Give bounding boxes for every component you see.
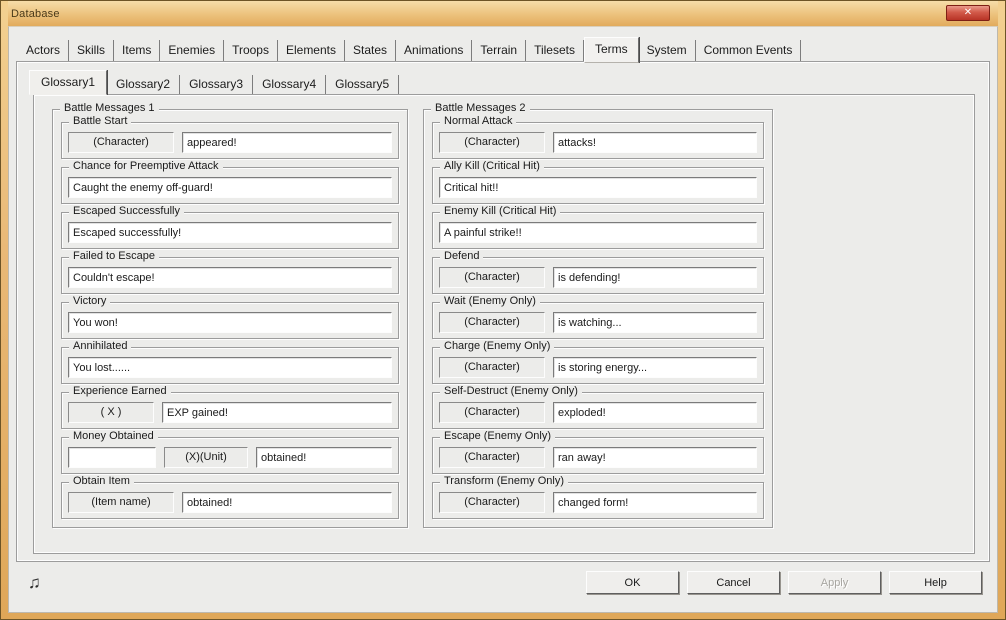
section-victory [61,295,399,339]
tab-actors[interactable]: Actors [18,40,69,61]
section-title: Chance for Preemptive Attack [69,160,223,172]
section-normal-attack [432,115,764,159]
apply-button[interactable]: Apply [788,571,881,594]
tab-items[interactable]: Items [114,40,160,61]
tab-terrain[interactable]: Terrain [472,40,526,61]
exp-amount-placeholder-label: ( X ) [68,402,154,423]
character-placeholder-label: (Character) [439,132,545,153]
money-prefix-input[interactable] [68,447,156,468]
experience-earned-message-input[interactable] [162,402,392,423]
failed-to-escape-message-input[interactable] [68,267,392,288]
section-obtain-item [61,475,399,519]
section-enemy-kill-critical [432,205,764,249]
self-destruct-message-input[interactable] [553,402,757,423]
item-name-placeholder-label: (Item name) [68,492,174,513]
dialog-body [8,26,998,613]
tab-glossary4[interactable]: Glossary4 [253,75,326,94]
tab-terms[interactable]: Terms [584,37,639,63]
cancel-button[interactable]: Cancel [687,571,780,594]
section-title: Failed to Escape [69,250,159,262]
music-note-icon: ♫ [28,573,41,592]
transform-message-input[interactable] [553,492,757,513]
section-failed-to-escape [61,250,399,294]
annihilated-message-input[interactable] [68,357,392,378]
window-title: Database [11,7,60,20]
section-title: Battle Start [69,115,131,127]
defend-message-input[interactable] [553,267,757,288]
tab-troops[interactable]: Troops [224,40,278,61]
section-escape-enemy-only [432,430,764,474]
section-experience-earned [61,385,399,429]
section-title: Escaped Successfully [69,205,184,217]
escape-message-input[interactable] [553,447,757,468]
section-title: Wait (Enemy Only) [440,295,540,307]
battle-messages-1-group [52,102,408,528]
section-title: Experience Earned [69,385,171,397]
section-title: Transform (Enemy Only) [440,475,568,487]
main-tabstrip [12,35,994,61]
charge-message-input[interactable] [553,357,757,378]
section-charge-enemy-only [432,340,764,384]
tab-states[interactable]: States [345,40,396,61]
character-placeholder-label: (Character) [439,492,545,513]
character-placeholder-label: (Character) [439,267,545,288]
tab-tilesets[interactable]: Tilesets [526,40,584,61]
money-amount-placeholder-label: (X)(Unit) [164,447,248,468]
tab-glossary5[interactable]: Glossary5 [326,75,399,94]
close-button[interactable] [946,5,990,21]
tab-system[interactable]: System [639,40,696,61]
tab-elements[interactable]: Elements [278,40,345,61]
escaped-successfully-message-input[interactable] [68,222,392,243]
terms-tab-page [16,61,990,562]
battle-messages-2-group [423,102,773,528]
section-title: Victory [69,295,110,307]
section-title: Escape (Enemy Only) [440,430,555,442]
glossary-tabstrip [17,70,989,94]
ally-kill-message-input[interactable] [439,177,757,198]
section-wait-enemy-only [432,295,764,339]
character-placeholder-label: (Character) [439,357,545,378]
character-placeholder-label: (Character) [439,447,545,468]
tab-glossary1[interactable]: Glossary1 [29,70,107,95]
titlebar[interactable] [8,1,998,26]
section-title: Annihilated [69,340,131,352]
character-placeholder-label: (Character) [439,312,545,333]
section-title: Defend [440,250,483,262]
wait-message-input[interactable] [553,312,757,333]
tab-common-events[interactable]: Common Events [696,40,802,61]
section-title: Enemy Kill (Critical Hit) [440,205,560,217]
section-preemptive-attack [61,160,399,204]
section-title: Obtain Item [69,475,134,487]
preemptive-attack-message-input[interactable] [68,177,392,198]
glossary1-tab-page [33,94,975,554]
tab-skills[interactable]: Skills [69,40,114,61]
tab-glossary2[interactable]: Glossary2 [107,75,180,94]
section-battle-start [61,115,399,159]
battle-start-message-input[interactable] [182,132,392,153]
normal-attack-message-input[interactable] [553,132,757,153]
victory-message-input[interactable] [68,312,392,333]
tab-enemies[interactable]: Enemies [160,40,224,61]
group-title: Battle Messages 2 [431,102,530,114]
section-title: Money Obtained [69,430,158,442]
section-self-destruct-enemy-only [432,385,764,429]
section-escaped-successfully [61,205,399,249]
enemy-kill-message-input[interactable] [439,222,757,243]
group-title: Battle Messages 1 [60,102,159,114]
section-title: Ally Kill (Critical Hit) [440,160,544,172]
section-ally-kill-critical [432,160,764,204]
money-obtained-message-input[interactable] [256,447,392,468]
section-title: Self-Destruct (Enemy Only) [440,385,582,397]
section-title: Normal Attack [440,115,516,127]
footer [12,562,994,594]
tab-glossary3[interactable]: Glossary3 [180,75,253,94]
close-icon: ✕ [963,7,973,18]
section-title: Charge (Enemy Only) [440,340,554,352]
section-annihilated [61,340,399,384]
character-placeholder-label: (Character) [439,402,545,423]
help-button[interactable]: Help [889,571,982,594]
section-defend [432,250,764,294]
section-money-obtained [61,430,399,474]
tab-animations[interactable]: Animations [396,40,472,61]
character-placeholder-label: (Character) [68,132,174,153]
section-transform-enemy-only [432,475,764,519]
obtain-item-message-input[interactable] [182,492,392,513]
ok-button[interactable]: OK [586,571,679,594]
